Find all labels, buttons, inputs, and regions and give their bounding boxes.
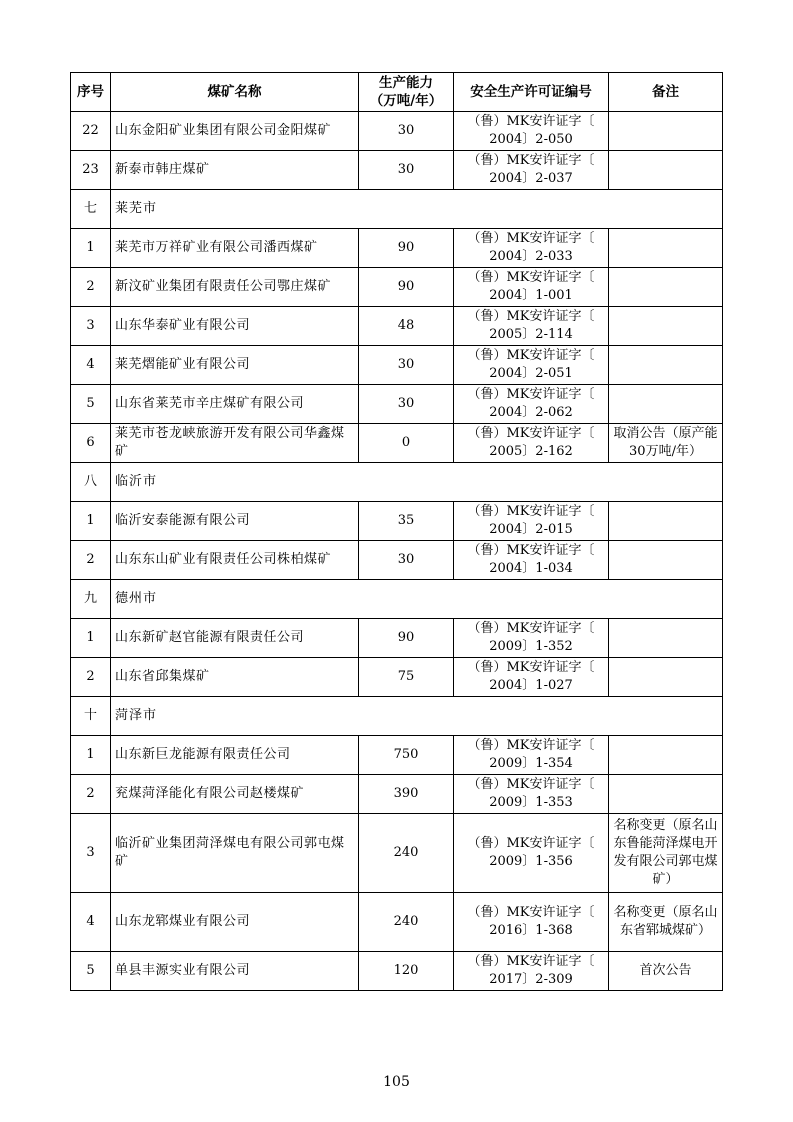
table-body [71,112,723,991]
section-number: 七 [71,190,111,229]
section-name: 菏泽市 [111,697,723,736]
license-line1: （鲁）MK安许证字〔 [467,387,595,402]
note [609,268,723,307]
row-number: 23 [71,151,111,190]
note [609,658,723,697]
capacity: 240 [359,814,454,893]
license-number [454,307,609,346]
section-row [71,463,723,502]
license-line1: （鲁）MK安许证字〔 [467,954,595,969]
capacity: 30 [359,385,454,424]
license-line1: （鲁）MK安许证字〔 [467,426,595,441]
license-line1: （鲁）MK安许证字〔 [467,660,595,675]
section-row [71,580,723,619]
capacity: 0 [359,424,454,463]
note [609,112,723,151]
table-row [71,112,723,151]
license-number [454,619,609,658]
note [609,229,723,268]
row-number: 1 [71,619,111,658]
note [609,775,723,814]
license-line2: 2004〕1-034 [489,561,573,576]
license-number [454,346,609,385]
table-row [71,268,723,307]
license-number [454,229,609,268]
row-number: 3 [71,814,111,893]
license-line1: （鲁）MK安许证字〔 [467,348,595,363]
coal-mine-table [70,72,723,991]
page-number: 105 [383,1074,410,1090]
license-line2: 2004〕1-001 [489,288,573,303]
capacity: 90 [359,268,454,307]
table-row [71,952,723,991]
table-row [71,385,723,424]
section-number: 十 [71,697,111,736]
license-number [454,814,609,893]
capacity: 75 [359,658,454,697]
note: 名称变更（原名山东省郓城煤矿） [609,893,723,952]
header-capacity-line2: （万吨/年） [369,93,443,109]
mine-name: 新汶矿业集团有限责任公司鄂庄煤矿 [111,268,359,307]
mine-name: 临沂矿业集团菏泽煤电有限公司郭屯煤矿 [111,814,359,893]
license-number [454,151,609,190]
row-number: 4 [71,346,111,385]
table-header-row [71,73,723,112]
row-number: 4 [71,893,111,952]
note [609,541,723,580]
header-name: 煤矿名称 [111,73,359,112]
row-number: 1 [71,229,111,268]
license-number [454,658,609,697]
capacity: 48 [359,307,454,346]
section-name: 莱芜市 [111,190,723,229]
mine-name: 兖煤菏泽能化有限公司赵楼煤矿 [111,775,359,814]
mine-name: 莱芜市苍龙峡旅游开发有限公司华鑫煤矿 [111,424,359,463]
mine-name: 山东新巨龙能源有限责任公司 [111,736,359,775]
capacity: 30 [359,541,454,580]
table-row [71,619,723,658]
section-row [71,190,723,229]
mine-name: 山东省邱集煤矿 [111,658,359,697]
table-row [71,307,723,346]
mine-name: 莱芜市万祥矿业有限公司潘西煤矿 [111,229,359,268]
table-row [71,229,723,268]
license-line1: （鲁）MK安许证字〔 [467,504,595,519]
note [609,502,723,541]
mine-name: 山东新矿赵官能源有限责任公司 [111,619,359,658]
section-number: 八 [71,463,111,502]
note: 取消公告（原产能30万吨/年） [609,424,723,463]
table-row [71,893,723,952]
header-license: 安全生产许可证编号 [454,73,609,112]
capacity: 30 [359,346,454,385]
capacity: 90 [359,619,454,658]
capacity: 120 [359,952,454,991]
mine-name: 新泰市韩庄煤矿 [111,151,359,190]
row-number: 5 [71,385,111,424]
table-row [71,346,723,385]
license-line2: 2004〕2-037 [489,171,573,186]
license-line2: 2004〕2-051 [489,366,573,381]
note: 首次公告 [609,952,723,991]
table-row [71,424,723,463]
row-number: 3 [71,307,111,346]
license-line1: （鲁）MK安许证字〔 [467,777,595,792]
note [609,619,723,658]
mine-name: 山东金阳矿业集团有限公司金阳煤矿 [111,112,359,151]
note [609,385,723,424]
table-row [71,541,723,580]
row-number: 6 [71,424,111,463]
mine-name: 山东龙郓煤业有限公司 [111,893,359,952]
license-number [454,893,609,952]
section-row [71,697,723,736]
license-number [454,736,609,775]
license-number [454,385,609,424]
table-row [71,736,723,775]
table-row [71,502,723,541]
license-line1: （鲁）MK安许证字〔 [467,738,595,753]
header-no: 序号 [71,73,111,112]
license-line2: 2004〕2-015 [489,522,573,537]
license-number [454,112,609,151]
header-capacity [359,73,454,112]
license-line2: 2017〕2-309 [489,972,573,987]
section-name: 临沂市 [111,463,723,502]
license-line2: 2004〕1-027 [489,678,573,693]
note [609,346,723,385]
license-line1: （鲁）MK安许证字〔 [467,231,595,246]
note [609,307,723,346]
license-number [454,424,609,463]
license-line1: （鲁）MK安许证字〔 [467,621,595,636]
license-line1: （鲁）MK安许证字〔 [467,309,595,324]
license-line2: 2004〕2-062 [489,405,573,420]
capacity: 35 [359,502,454,541]
row-number: 2 [71,658,111,697]
license-line1: （鲁）MK安许证字〔 [467,153,595,168]
license-line1: （鲁）MK安许证字〔 [467,905,595,920]
header-capacity-line1: 生产能力 [379,75,433,91]
mine-name: 单县丰源实业有限公司 [111,952,359,991]
row-number: 2 [71,268,111,307]
row-number: 22 [71,112,111,151]
mine-name: 山东东山矿业有限责任公司株柏煤矿 [111,541,359,580]
section-number: 九 [71,580,111,619]
header-note: 备注 [609,73,723,112]
capacity: 390 [359,775,454,814]
license-line2: 2009〕1-353 [489,795,573,810]
license-line2: 2004〕2-033 [489,249,573,264]
table-row [71,658,723,697]
license-number [454,268,609,307]
license-line2: 2016〕1-368 [489,923,573,938]
mine-name: 莱芜熠能矿业有限公司 [111,346,359,385]
mine-name: 临沂安泰能源有限公司 [111,502,359,541]
license-line1: （鲁）MK安许证字〔 [467,543,595,558]
row-number: 2 [71,775,111,814]
capacity: 750 [359,736,454,775]
mine-name: 山东省莱芜市辛庄煤矿有限公司 [111,385,359,424]
license-line2: 2004〕2-050 [489,132,573,147]
license-line2: 2009〕1-356 [489,854,573,869]
capacity: 240 [359,893,454,952]
section-name: 德州市 [111,580,723,619]
license-number [454,541,609,580]
note: 名称变更（原名山东鲁能菏泽煤电开发有限公司郭屯煤矿） [609,814,723,893]
row-number: 1 [71,502,111,541]
mine-name: 山东华泰矿业有限公司 [111,307,359,346]
table-row [71,151,723,190]
capacity: 30 [359,112,454,151]
table-row [71,814,723,893]
license-line2: 2009〕1-354 [489,756,573,771]
license-number [454,502,609,541]
license-line2: 2009〕1-352 [489,639,573,654]
note [609,736,723,775]
license-line2: 2005〕2-162 [489,444,573,459]
row-number: 5 [71,952,111,991]
license-line1: （鲁）MK安许证字〔 [467,270,595,285]
license-number [454,775,609,814]
capacity: 90 [359,229,454,268]
capacity: 30 [359,151,454,190]
license-number [454,952,609,991]
note [609,151,723,190]
table-row [71,775,723,814]
license-line1: （鲁）MK安许证字〔 [467,114,595,129]
row-number: 2 [71,541,111,580]
license-line2: 2005〕2-114 [489,327,573,342]
row-number: 1 [71,736,111,775]
license-line1: （鲁）MK安许证字〔 [467,836,595,851]
